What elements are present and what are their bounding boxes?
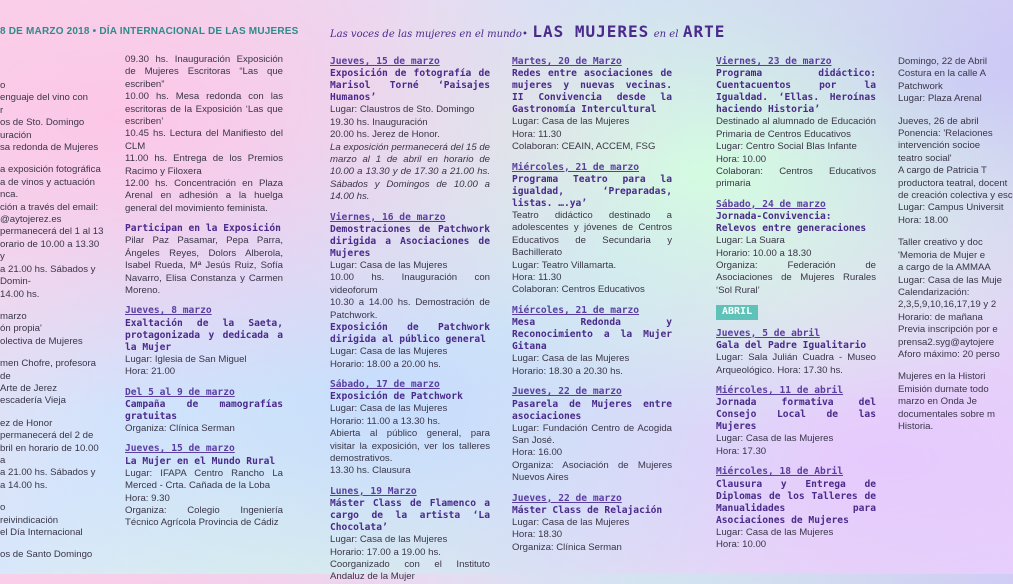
- column-line: documentales sobre m: [898, 408, 996, 420]
- date-line: 8 DE MARZO 2018 • DÍA INTERNACIONAL DE LAS MUJERES: [0, 26, 299, 37]
- column-5: [716, 56, 876, 551]
- column-line: [0, 154, 105, 164]
- event-date: Sábado, 17 de marzo: [330, 378, 440, 390]
- column-line: o: [0, 502, 6, 514]
- event-text: Lugar: Casa de las Mujeres: [512, 353, 630, 365]
- event-date: Jueves, 22 de marzo: [512, 386, 622, 398]
- event-text: Lugar: Casa de las Mujeres: [512, 516, 630, 528]
- header-title-small: en el: [653, 29, 679, 40]
- column-line: o: [0, 80, 6, 91]
- column-line: A cargo de Patricia T: [898, 165, 987, 177]
- column-line: marzo en Onda Je: [898, 396, 977, 408]
- event-date: Miércoles, 21 de marzo: [512, 304, 640, 316]
- event-text: 09.30 hs. Inauguración Exposición de Mujeres Escritoras “Las que escriben”: [125, 54, 283, 90]
- column-line: permanecerá del 2 de: [0, 430, 94, 442]
- column-line: @aytojerez.es: [0, 214, 62, 226]
- column-line: Taller creativo y doc: [898, 237, 983, 249]
- event-date: Jueves, 8 marzo: [125, 305, 212, 317]
- column-line: 'Memoria de Mujer e: [898, 249, 986, 261]
- column-line: a 21.00 hs. Sábados y: [0, 467, 96, 479]
- column-line: Mujeres en la Histori: [898, 371, 986, 383]
- column-line: Historia.: [898, 420, 934, 432]
- event-text: Destinado al alumnado de Educación Primaria de Centros Educativos: [716, 116, 876, 140]
- column-line: Emisión durnate todo: [898, 383, 989, 395]
- event-heading: Máster Class de Relajación: [512, 504, 663, 516]
- column-line: a exposición fotográfica: [0, 164, 101, 176]
- event-text: Lugar: Centro Social Blas Infante: [716, 141, 857, 153]
- column-line: 2,3,5,9,10,16,17,19 y 2: [898, 299, 997, 311]
- event-text: Lugar: IFAPA Centro Rancho La Merced - Crta. Cañada de la Loba: [125, 467, 283, 492]
- column-line: Hora: 18.00: [898, 214, 949, 226]
- event-text: Hora: 11.30: [512, 128, 562, 140]
- event-text: 10.00 hs. Mesa redonda con las escritoras de la Exposición ‘Las que escriben’: [125, 91, 283, 128]
- column-line: Arte de Jerez: [0, 382, 58, 394]
- month-badge-abril: ABRIL: [716, 305, 758, 319]
- event-text: Colaboran: CEAIN, ACCEM, FSG: [512, 141, 656, 153]
- event-heading: Exposición de Patchwork: [330, 391, 463, 403]
- event-heading: Exposición de Patchwork dirigida al público general: [330, 322, 490, 346]
- event-date: Martes, 20 de Marzo: [512, 56, 622, 67]
- column-line: a 14.00 hs.: [0, 479, 48, 491]
- event-text: 13.30 hs. Clausura: [330, 465, 411, 477]
- event-text: Horario: 18.30 a 20.30 hs.: [512, 365, 623, 377]
- event-text: Lugar: Teatro Villamarta.: [512, 259, 617, 271]
- event-text: Hora: 18.30: [512, 529, 563, 541]
- event-text: 11.00 hs. Entrega de los Premios Racimo y Filoxera: [125, 153, 283, 177]
- column-line: Horario: de mañana: [898, 311, 983, 323]
- column-line: ón propia': [0, 323, 42, 335]
- header-title: LAS MUJERES: [532, 22, 650, 41]
- event-text: Hora: 17.30: [716, 445, 767, 457]
- column-3: [330, 56, 490, 584]
- event-heading: Campaña de mamografías gratuitas: [125, 398, 283, 422]
- event-text: Lugar: Casa de las Mujeres: [716, 526, 834, 538]
- column-line: [0, 539, 105, 549]
- column-line: men Chofre, profesora de: [0, 358, 96, 382]
- column-line: enguaje del vino con: [0, 92, 89, 104]
- event-text: 10.30 a 14.00 hs. Demostración de Patchwork.: [330, 297, 490, 321]
- event-text: Hora: 11.30: [512, 272, 562, 284]
- event-text: Horario: 17.00 a 19.00 hs.: [330, 546, 441, 558]
- column-line: a cargo de la AMMAA: [898, 262, 991, 274]
- column-line: Jueves, 26 de abril: [898, 115, 979, 127]
- column-line: [0, 492, 105, 502]
- column-line: 14.00 hs.: [0, 288, 40, 300]
- column-line: Previa inscripción por e: [898, 324, 998, 336]
- column-line: escadería Vieja: [0, 395, 66, 407]
- event-heading: Programa didáctico: Cuentacuentos por la Igualdad. ‘Ellas. Heroínas haciendo Historia’: [716, 68, 876, 116]
- event-text: Lugar: Casa de las Mujeres: [330, 534, 448, 546]
- event-heading: Gala del Padre Igualitario: [716, 340, 867, 352]
- event-text: 10.45 hs. Lectura del Manifiesto del CLM: [125, 128, 283, 152]
- column-line: ez de Honor: [0, 417, 53, 429]
- column-line: [0, 408, 105, 418]
- event-text: Hora: 10.00: [716, 153, 767, 165]
- column-line: uración: [0, 129, 32, 141]
- event-date: Viernes, 16 de marzo: [330, 211, 446, 223]
- event-text: 20.00 hs. Jerez de Honor.: [330, 129, 440, 141]
- event-date: Miércoles, 21 de marzo: [512, 161, 640, 173]
- column-line: reivindicación: [0, 514, 59, 526]
- event-date: Jueves, 15 de marzo: [330, 56, 440, 67]
- event-text: 12.00 hs. Concentración en Plaza Arenal en adhesión a la huelga general del movimiento feminista.: [125, 178, 283, 214]
- event-text: Horario: 11.00 a 13.30 hs.: [330, 415, 441, 427]
- column-line: nca.: [0, 189, 19, 201]
- event-heading: Exposición de fotografía de Marisol Torné ‘Paisajes Humanos’: [330, 68, 490, 104]
- event-date: Jueves, 5 de abril: [716, 327, 820, 339]
- event-text: Lugar: Iglesia de San Miguel: [125, 353, 247, 365]
- event-text: Lugar: Casa de las Mujeres: [716, 433, 834, 445]
- event-heading: Demostraciones de Patchwork dirigida a Asociaciones de Mujeres: [330, 224, 490, 260]
- event-heading: Participan en la Exposición: [125, 223, 281, 235]
- event-text: Colaboran: Centros Educativos primaria: [716, 166, 876, 190]
- column-1: [0, 80, 105, 562]
- column-line: prensa2.syg@aytojere: [898, 336, 995, 348]
- column-line: a de vinos y actuación: [0, 176, 95, 188]
- column-line: Patchwork: [898, 80, 943, 92]
- column-2: [125, 54, 283, 530]
- column-line: Lugar: Plaza Arenal: [898, 93, 982, 105]
- column-6: [898, 56, 1013, 433]
- event-heading: Jornada formativa del Consejo Local de las Mujeres: [716, 397, 876, 433]
- event-date: Sábado, 24 de marzo: [716, 198, 826, 210]
- column-line: [0, 348, 105, 358]
- event-text: 10.00 hs. Inauguración con videoforum: [330, 272, 490, 296]
- event-text: Abierta al público general, para visitar la exposición, ver los talleres demostrativos.: [330, 428, 490, 464]
- event-heading: Pasarela de Mujeres entre asociaciones: [512, 398, 672, 422]
- header-title-end: ARTE: [682, 22, 726, 41]
- event-heading: Redes entre asociaciones de mujeres y nuevas vecinas. II Convivencia desde la Gastronomía Intercultural: [512, 68, 672, 116]
- event-date: Lunes, 19 Marzo: [330, 485, 417, 497]
- event-text: Lugar: Claustros de Sto. Domingo: [330, 104, 475, 116]
- event-heading: Máster Class de Flamenco a cargo de la artista ‘La Chocolata’: [330, 498, 490, 534]
- column-line: sa redonda de Mujeres: [0, 142, 99, 154]
- column-line: el Día Internacional: [0, 527, 83, 538]
- event-heading: Clausura y Entrega de Diplomas de los Talleres de Manualidades para Asociaciones de Mujeres: [716, 478, 876, 526]
- event-text: Hora: 16.00: [512, 447, 563, 459]
- event-date: Jueves, 22 de marzo: [512, 492, 622, 504]
- event-text: Lugar: Sala Julián Cuadra - Museo Arqueológico. Hora: 17.30 hs.: [716, 352, 876, 376]
- event-text: Lugar: Casa de las Mujeres: [330, 260, 448, 272]
- event-text: Hora: 9.30: [125, 492, 170, 504]
- event-text: Organiza: Federación de Asociaciones de Mujeres Rurales ‘Sol Rural’: [716, 260, 876, 296]
- event-date: Del 5 al 9 de marzo: [125, 386, 235, 398]
- event-date: Jueves, 15 de marzo: [125, 443, 235, 455]
- event-text: Lugar: Casa de las Mujeres: [330, 403, 448, 415]
- event-heading: Jornada-Convivencia: Relevos entre generaciones: [716, 211, 867, 235]
- event-heading: La Mujer en el Mundo Rural: [125, 455, 276, 467]
- column-line: ción a través del email:: [0, 201, 99, 213]
- column-line: permanecerá del 1 al 13: [0, 226, 104, 238]
- column-line: Lugar: Casa de las Muje: [898, 274, 1002, 286]
- column-line: bril en horario de 10.00 a: [0, 442, 99, 466]
- column-4: [512, 56, 672, 554]
- event-text: La exposición permanecerá del 15 de marzo al 1 de abril en horario de 10.00 a 13.30 y de 17.30 a 21.00 hs. Sábados y Domingos de 10.00 a 14.00 hs.: [330, 141, 491, 203]
- event-heading: Exaltación de la Saeta, protagonizada y dedicada a la Mujer: [125, 317, 283, 353]
- column-line: Domingo, 22 de Abril: [898, 56, 988, 67]
- column-line: intervención socioe: [898, 140, 981, 152]
- column-line: os de Sto. Domingo: [0, 117, 85, 129]
- event-text: 19.30 hs. Inauguración: [330, 116, 428, 128]
- column-line: [0, 301, 105, 311]
- column-line: Costura en la calle A: [898, 68, 986, 80]
- column-line: [898, 106, 1000, 116]
- column-line: os de Santo Domingo: [0, 549, 93, 561]
- event-text: Organiza: Clínica Serman: [125, 422, 235, 434]
- event-text: Organiza: Asociación de Mujeres Nuevos Aires: [512, 459, 672, 484]
- event-text: Colaboran: Centros Educativos: [512, 284, 645, 296]
- event-heading: Programa Teatro para la igualdad, ‘Preparadas, listas. ….ya’: [512, 174, 672, 210]
- column-line: [898, 361, 1000, 371]
- column-line: de creación colectiva y esc: [898, 190, 1013, 202]
- column-line: r: [0, 104, 4, 116]
- column-line: marzo: [0, 310, 27, 322]
- column-line: Aforo máximo: 20 perso: [898, 348, 1000, 360]
- event-text: Organiza: Clínica Serman: [512, 541, 622, 553]
- column-line: Lugar: Campus Universit: [898, 202, 1004, 214]
- event-text: Lugar: La Suara: [716, 235, 785, 247]
- column-line: teatro social': [898, 152, 952, 164]
- column-line: orario de 10.00 a 13.30 y: [0, 238, 100, 263]
- event-date: Miércoles, 18 de Abril: [716, 466, 844, 478]
- column-line: [898, 227, 1000, 237]
- event-text: Lugar: Casa de las Mujeres: [330, 346, 448, 358]
- event-date: Miércoles, 11 de abril: [716, 384, 844, 396]
- column-line: Calendarización:: [898, 286, 970, 298]
- event-date: Viernes, 23 de marzo: [716, 56, 832, 67]
- column-line: Ponencia: 'Relaciones: [898, 128, 993, 140]
- event-text: Lugar: Casa de las Mujeres: [512, 116, 630, 128]
- column-line: a 21.00 hs. Sábados y Domin-: [0, 263, 96, 288]
- event-text: Hora: 21.00: [125, 366, 176, 378]
- page-header: [330, 22, 726, 42]
- event-text: Pilar Paz Pasamar, Pepa Parra, Ángeles Reyes, Dolors Alberola, Isabel Rueda, Mª Jesús Ruiz, Sofía Navarro, Elisa Constanza y Carmen Moreno.: [125, 235, 283, 296]
- event-text: Horario: 10.00 a 18.30: [716, 247, 812, 259]
- column-line: olectiva de Mujeres: [0, 335, 83, 347]
- event-text: Hora: 10.00: [716, 538, 767, 550]
- event-heading: Mesa Redonda y Reconocimiento a la Mujer Gitana: [512, 317, 672, 353]
- event-text: Coorganizado con el Instituto Andaluz de la Mujer: [330, 558, 490, 583]
- event-text: Teatro didáctico destinado a adolescentes y jóvenes de Centros Educativos de Secundaria y Bachillerato: [512, 210, 672, 259]
- event-text: Lugar: Fundación Centro de Acogida San José.: [512, 422, 672, 446]
- column-line: productora teatral, docent: [898, 177, 1008, 189]
- header-tagline: Las voces de las mujeres en el mundo•: [330, 29, 528, 40]
- event-text: Organiza: Colegio Ingeniería Técnico Agrícola Provincia de Cádiz: [125, 504, 283, 529]
- event-text: Horario: 18.00 a 20.00 hs.: [330, 358, 441, 370]
